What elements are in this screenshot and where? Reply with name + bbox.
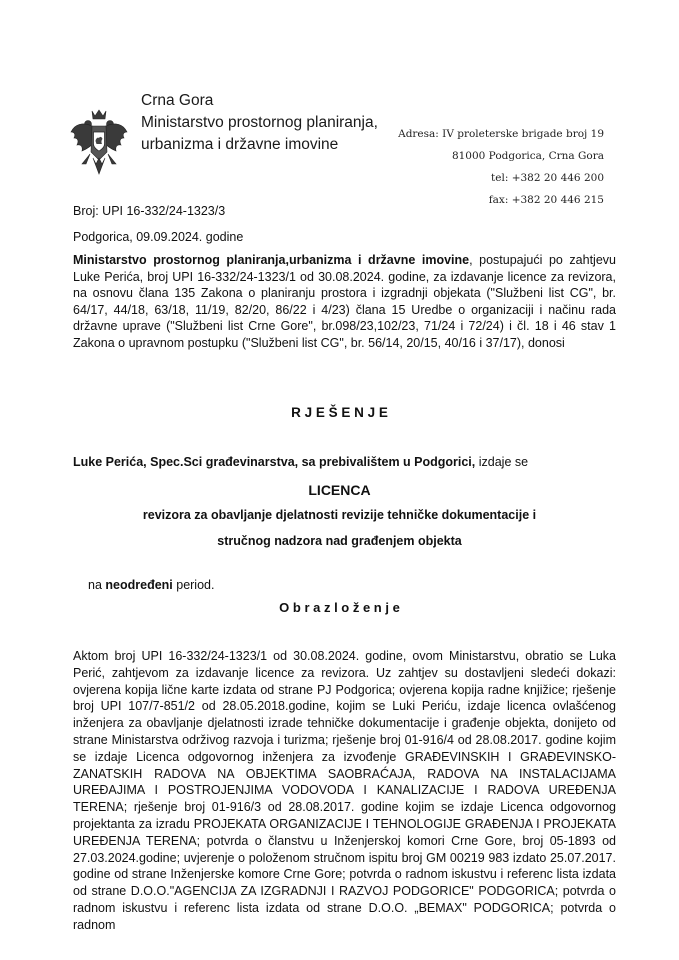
fax-line: fax: +382 20 446 215 <box>488 194 604 206</box>
intro-ministry-bold: Ministarstvo prostornog planiranja,urbanizma i državne imovine <box>73 253 470 267</box>
reference-date: Podgorica, 09.09.2024. godine <box>73 230 244 244</box>
period-line <box>88 578 214 592</box>
period-suffix: period. <box>172 578 215 592</box>
address-line: Adresa: IV proleterske brigade broj 19 <box>398 128 604 140</box>
license-line1: revizora za obavljanje djelatnosti revizije tehničke dokumentacije i <box>142 508 537 522</box>
decision-subject <box>73 455 528 469</box>
decision-subject-bold: Luke Perića, Spec.Sci građevinarstva, sa prebivalištem u Podgorici, <box>73 455 476 469</box>
reasoning-paragraph: Aktom broj UPI 16-332/24-1323/1 od 30.08.2024. godine, ovom Ministarstvu, obratio se Luka Perić, zahtjevom za izdavanje licence za revizora. Uz zahtjev su dostavljeni sledeći dokazi: ovjerena kopija lične karte izdata od strane PJ Podgorica; ovjerena kopija radne knjižice; rješenje broj UPI 107/7-851/2 od 28.05.2018.godine, kojim se Luki Periću, izdaje licenca ovlašćenog inženjera za obavljanje djelatnosti izrade tehničke dokumentacije i građenje objekta, donijeto od strane Ministarstva održivog razvoja i turizma; rješenje broj 01-916/4 od 28.08.2017. godine kojim se izdaje Licenca odgovornog inženjera za izvođenje GRAĐEVINSKIH I GRAĐEVINSKO-ZANATSKIH RADOVA NA OBJEKTIMA SAOBRAĆAJA, RADOVA NA INSTALACIJAMA UREĐAJIMA I POSTROJENJIMA VODOVODA I KANALIZACIJE I RADOVA UREĐENJA TERENA; rješenje broj 01-916/3 od 28.08.2017. godine kojim se izdaje Licenca odgovornog projektanta za izradu PROJEKATA ORGANIZACIJE I TEHNOLOGIJE GRAĐENJA I PROJEKATA UREĐENJA TERENA; potvrda o članstvu u Inženjerskoj komori Crne Gore, broj 05-1893 od 27.03.2024.godine; uvjerenje o položenom stručnom ispitu broj GM 00219 983 izdato 25.07.2017. godine od strane Inženjerske komore Crne Gore; potvrda o radnom iskustvu i referenc lista izdata od strane D.O.O."AGENCIJA ZA IZGRADNJI I RAZVOJ PODGORICE" PODGORICA; potvrda o radnom iskustvu i referenc lista izdata od strane D.O.O. „BEMAX" PODGORICA; potvrda o radnom <box>73 649 616 932</box>
decision-title: R J E Š E N J E <box>291 405 388 420</box>
phone-line: tel: +382 20 446 200 <box>491 172 604 184</box>
license-title: LICENCA <box>308 482 371 498</box>
decision-subject-rest: izdaje se <box>475 455 529 469</box>
period-prefix: na <box>88 578 106 592</box>
ministry-name-line2: urbanizma i državne imovine <box>141 136 339 153</box>
coat-of-arms-icon <box>68 108 130 180</box>
city-line: 81000 Podgorica, Crna Gora <box>451 150 604 162</box>
institution-block <box>141 90 378 156</box>
license-line2: stručnog nadzora nad građenjem objekta <box>217 534 462 548</box>
period-bold: neodređeni <box>105 578 173 592</box>
intro-text: , postupajući po zahtjevu Luke Perića, broj UPI 16-332/24-1323/1 od 30.08.2024. godine, za izdavanje licence za revizora, na osnovu člana 135 Zakona o planiranju prostora i izgradnji objekata ("Službeni list CG", br. 64/17, 44/18, 63/18, 11/19, 82/20, 86/22 i 4/23) člana 15 Uredbe o organizaciji i načinu rada državne uprave ("Službeni list Crne Gore", br.098/23,102/23, 71/24 i 72/24) i čl. 18 i 46 stav 1 Zakona o upravnom postupku ("Službeni list CG", br. 56/14, 20/15, 40/16 i 37/17), donosi <box>73 253 616 350</box>
intro-paragraph <box>73 252 616 352</box>
ministry-name-line1: Ministarstvo prostornog planiranja, <box>141 114 378 131</box>
reference-number: Broj: UPI 16-332/24-1323/3 <box>73 204 226 218</box>
address-block <box>398 128 604 216</box>
country-name: Crna Gora <box>141 92 214 109</box>
reasoning-title: O b r a z l o ž e n j e <box>279 600 400 615</box>
